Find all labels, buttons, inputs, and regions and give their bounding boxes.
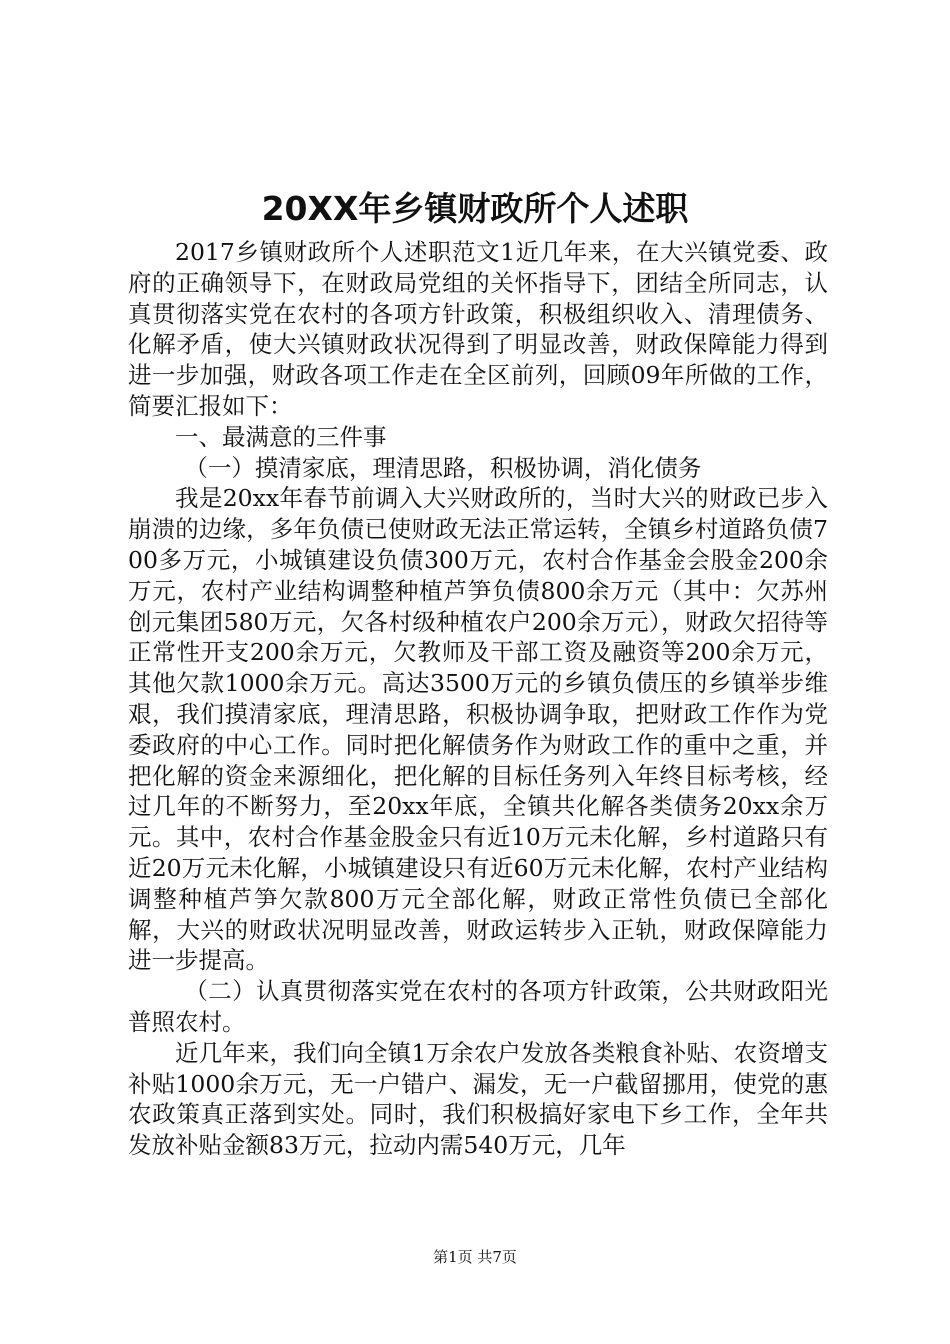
document-body (128, 237, 828, 1161)
paragraph-intro: 2017乡镇财政所个人述职范文1近几年来，在大兴镇党委、政府的正确领导下，在财政局党组的关怀指导下，团结全所同志，认真贯彻落实党在农村的各项方针政策，积极组织收入、清理债务、化解矛盾，使大兴镇财政状况得到了明显改善，财政保障能力得到进一步加强，财政各项工作走在全区前列，回顾09年所做的工作，简要汇报如下： (128, 238, 828, 420)
section-heading: 一、最满意的三件事 (175, 422, 387, 451)
subsection-heading-1: （一）摸清家底，理清思路，积极协调，消化债务 (184, 453, 702, 482)
paragraph-subsidy: 近几年来，我们向全镇1万余农户发放各类粮食补贴、农资增支补贴1000余万元，无一户错户、漏发，无一户截留挪用，使党的惠农政策真正落到实处。同时，我们积极搞好家电下乡工作，全年共发放补贴金额83万元，拉动内需540万元，几年 (128, 1038, 828, 1160)
paragraph-debt: 我是20xx年春节前调入大兴财政所的，当时大兴的财政已步入崩溃的边缘，多年负债已使财政无法正常运转，全镇乡村道路负债700多万元，小城镇建设负债300万元，农村合作基金会股金200余万元，农村产业结构调整种植芦笋负债800余万元（其中：欠苏州创元集团580万元，欠各村级种植农户200余万元），财政欠招待等正常性开支200余万元，欠教师及干部工资及融资等200余万元，其他欠款1000余万元。高达3500万元的乡镇负债压的乡镇举步维艰，我们摸清家底，理清思路，积极协调争取，把财政工作作为党委政府的中心工作。同时把化解债务作为财政工作的重中之重，并把化解的资金来源细化，把化解的目标任务列入年终目标考核，经过几年的不断努力，至20xx年底，全镇共化解各类债务20xx余万元。其中，农村合作基金股金只有近10万元未化解，乡村道路只有近20万元未化解，小城镇建设只有近60万元未化解，农村产业结构调整种植芦笋欠款800万元全部化解，财政正常性负债已全部化解，大兴的财政状况明显改善，财政运转步入正轨，财政保障能力进一步提高。 (128, 484, 828, 975)
subsection-heading-2: （二）认真贯彻落实党在农村的各项方针政策，公共财政阳光普照农村。 (128, 977, 828, 1036)
document-title: 20XX年乡镇财政所个人述职 (261, 189, 689, 228)
page-footer: 第1页 共7页 (433, 1248, 517, 1266)
